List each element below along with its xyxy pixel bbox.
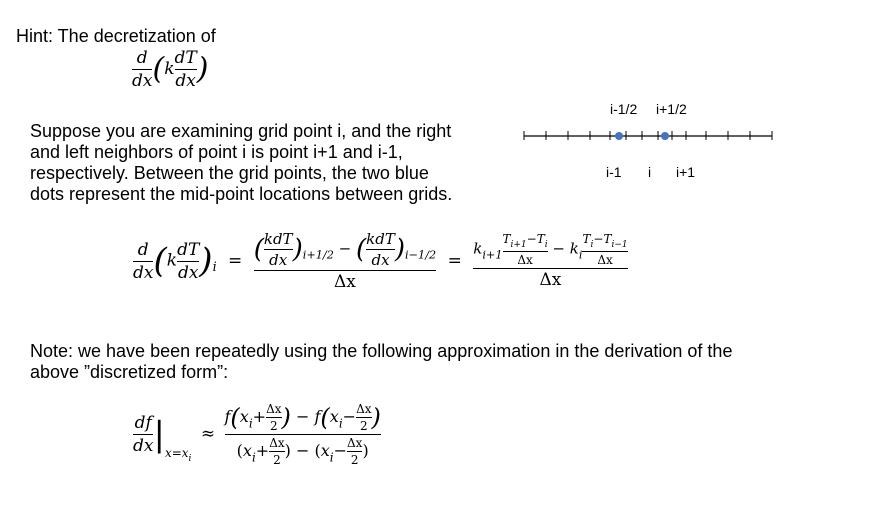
grid-number-line (520, 126, 780, 146)
note-paragraph (30, 341, 870, 383)
approximation-equation: $\frac{df}{dx}$ $|_{x=x_i}$ ≈ $f(x_i+$ $\frac{\Delta x}{2}$ ) − $f(x_i-$ $\frac{\Delta x}{2}$ ) ($x_i+$ $\frac{\Delta x}{2}$ ) − ($x_i-$ $\frac{\Delta x}{2}$ ) (133, 402, 381, 467)
grid-midpoint-dot (615, 132, 623, 140)
paragraph-line: and left neighbors of point i is point i+1 and i-1, (30, 142, 403, 162)
grid-label-i-plus-half: i+1/2 (656, 101, 687, 117)
hint-label: Hint: The decretization of (16, 26, 216, 46)
note-line: above ”discretized form”: (30, 362, 229, 382)
hint-expression: $\frac{d}{dx}$ (k $\frac{dT}{dx}$ ) (132, 48, 209, 91)
grid-label-i-minus-half: i-1/2 (610, 101, 638, 117)
paragraph-line: respectively. Between the grid points, the two blue (30, 163, 429, 183)
discretization-equation: $\frac{d}{dx}$ (k $\frac{dT}{dx}$ )$_i$ = ( $\frac{\text{kdT}}{dx}$ )$_{i+1/2}$ − ( $\frac{\text{kdT}}{dx}$ )$_{i-1/2}$ Δx = $k_{i+1}$ $\frac{T_{i+1}-T_i}{\Delta x}$ − $k_i$ $\frac{T_i-T_{i-1}}{\Delta x}$ Δx (133, 230, 628, 292)
description-paragraph (30, 121, 520, 205)
grid-label-i-plus-1: i+1 (676, 164, 696, 180)
grid-label-i-minus-1: i-1 (606, 164, 622, 180)
paragraph-line: Suppose you are examining grid point i, and the right (30, 121, 452, 141)
paragraph-line: dots represent the mid-point locations between grids. (30, 184, 453, 204)
grid-label-i: i (648, 164, 652, 180)
grid-midpoint-dot (661, 132, 669, 140)
note-line: Note: we have been repeatedly using the following approximation in the derivation of the (30, 341, 733, 361)
grid-diagram (520, 96, 780, 186)
